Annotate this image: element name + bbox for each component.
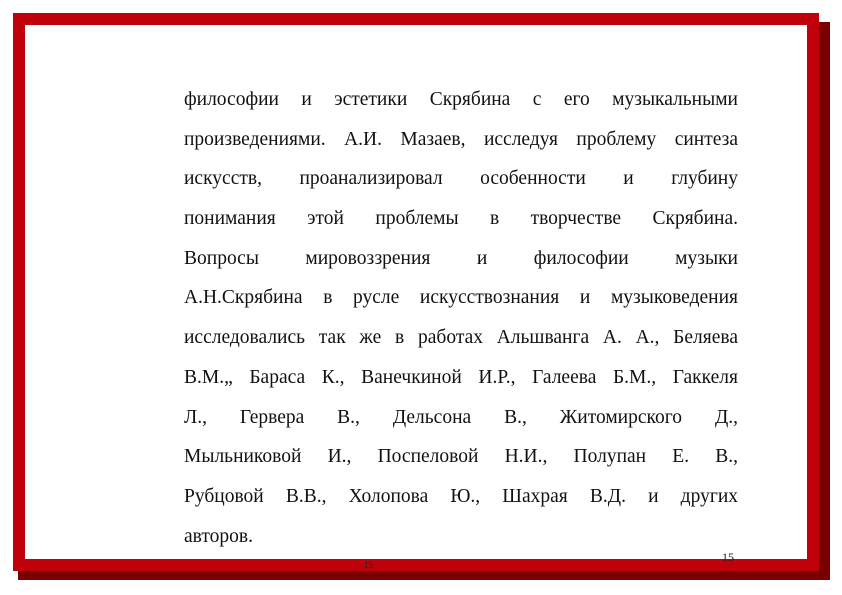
page-number-small: 15: [364, 560, 373, 570]
text-line: искусств, проанализировал особенности и глубину: [184, 168, 738, 190]
text-line: Рубцовой В.В., Холопова Ю., Шахрая В.Д. и других: [184, 485, 738, 507]
text-line: понимания этой проблемы в творчестве Скрябина.: [184, 208, 738, 230]
text-line: исследовались так же в работах Альшванга А. А., Беляева: [184, 327, 738, 349]
text-line: философии и эстетики Скрябина с его музыкальными: [184, 89, 738, 110]
page-number: 15: [722, 550, 734, 564]
text-line: Мыльниковой И., Поспеловой Н.И., Полупан Е. В.,: [184, 446, 738, 468]
text-line: авторов.: [184, 525, 253, 547]
text-line: Вопросы мировоззрения и философии музыки: [184, 247, 738, 269]
text-line: А.Н.Скрябина в русле искусствознания и музыковедения: [184, 287, 738, 309]
text-line: Л., Гервера В., Дельсона В., Житомирского Д.,: [184, 406, 738, 428]
text-line: произведениями. А.И. Мазаев, исследуя проблему синтеза: [184, 128, 738, 150]
body-text: [184, 80, 738, 556]
text-line: В.М.„ Бараса К., Ванечкиной И.Р., Галеева Б.М., Гаккеля: [184, 366, 738, 388]
